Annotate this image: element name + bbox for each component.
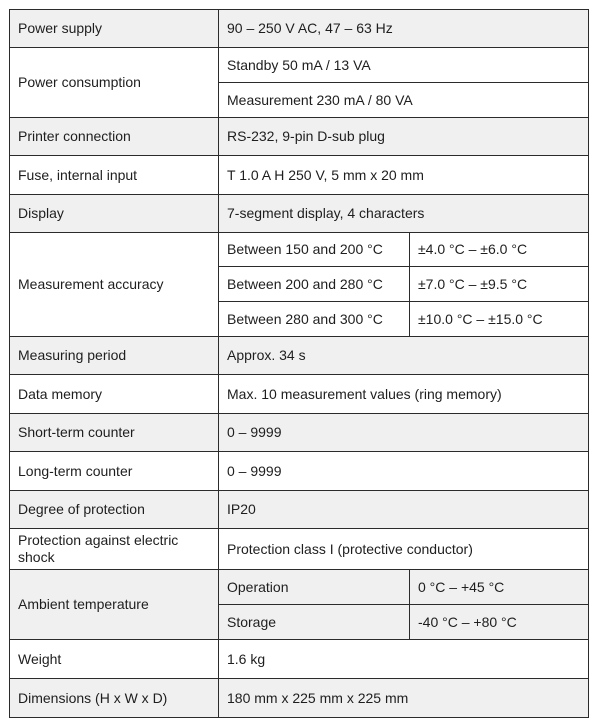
table-row (10, 337, 589, 375)
row-value: 90 – 250 V AC, 47 – 63 Hz (219, 10, 589, 48)
row-value: 0 – 9999 (219, 414, 589, 452)
specifications-table (9, 9, 589, 718)
row-label: Ambient temperature (10, 570, 219, 640)
row-value: RS-232, 9-pin D-sub plug (219, 118, 589, 156)
condition-cell: Operation (219, 570, 410, 605)
tolerance-cell: ±4.0 °C – ±6.0 °C (410, 233, 589, 267)
row-label: Protection against electric shock (10, 529, 219, 570)
table-row (10, 375, 589, 414)
row-label: Degree of protection (10, 491, 219, 529)
range-cell: Between 280 and 300 °C (219, 302, 410, 337)
condition-cell: Storage (219, 605, 410, 640)
table-row (10, 48, 589, 83)
table-row (10, 640, 589, 679)
row-value: 1.6 kg (219, 640, 589, 679)
row-label: Long-term counter (10, 452, 219, 491)
table-row (10, 491, 589, 529)
row-value: 180 mm x 225 mm x 225 mm (219, 679, 589, 718)
row-value: T 1.0 A H 250 V, 5 mm x 20 mm (219, 156, 589, 195)
table-row (10, 529, 589, 570)
row-label: Display (10, 195, 219, 233)
row-value: 7-segment display, 4 characters (219, 195, 589, 233)
row-label: Power consumption (10, 48, 219, 118)
row-value: Max. 10 measurement values (ring memory) (219, 375, 589, 414)
row-value: IP20 (219, 491, 589, 529)
table-row (10, 570, 589, 605)
table-row (10, 679, 589, 718)
tolerance-cell: ±10.0 °C – ±15.0 °C (410, 302, 589, 337)
table-row (10, 156, 589, 195)
table-row (10, 452, 589, 491)
condition-value: 0 °C – +45 °C (410, 570, 589, 605)
range-cell: Between 200 and 280 °C (219, 267, 410, 302)
condition-value: -40 °C – +80 °C (410, 605, 589, 640)
row-label: Printer connection (10, 118, 219, 156)
row-value: Protection class I (protective conductor) (219, 529, 589, 570)
row-label: Measurement accuracy (10, 233, 219, 337)
row-label: Fuse, internal input (10, 156, 219, 195)
row-label: Weight (10, 640, 219, 679)
row-label: Short-term counter (10, 414, 219, 452)
table-row (10, 10, 589, 48)
tolerance-cell: ±7.0 °C – ±9.5 °C (410, 267, 589, 302)
row-value: Standby 50 mA / 13 VA (219, 48, 589, 83)
table-row (10, 233, 589, 267)
row-label: Dimensions (H x W x D) (10, 679, 219, 718)
row-label: Data memory (10, 375, 219, 414)
table-row (10, 195, 589, 233)
row-label: Power supply (10, 10, 219, 48)
table-row (10, 414, 589, 452)
row-label: Measuring period (10, 337, 219, 375)
row-value: Measurement 230 mA / 80 VA (219, 83, 589, 118)
row-value: Approx. 34 s (219, 337, 589, 375)
range-cell: Between 150 and 200 °C (219, 233, 410, 267)
table-row (10, 118, 589, 156)
row-value: 0 – 9999 (219, 452, 589, 491)
